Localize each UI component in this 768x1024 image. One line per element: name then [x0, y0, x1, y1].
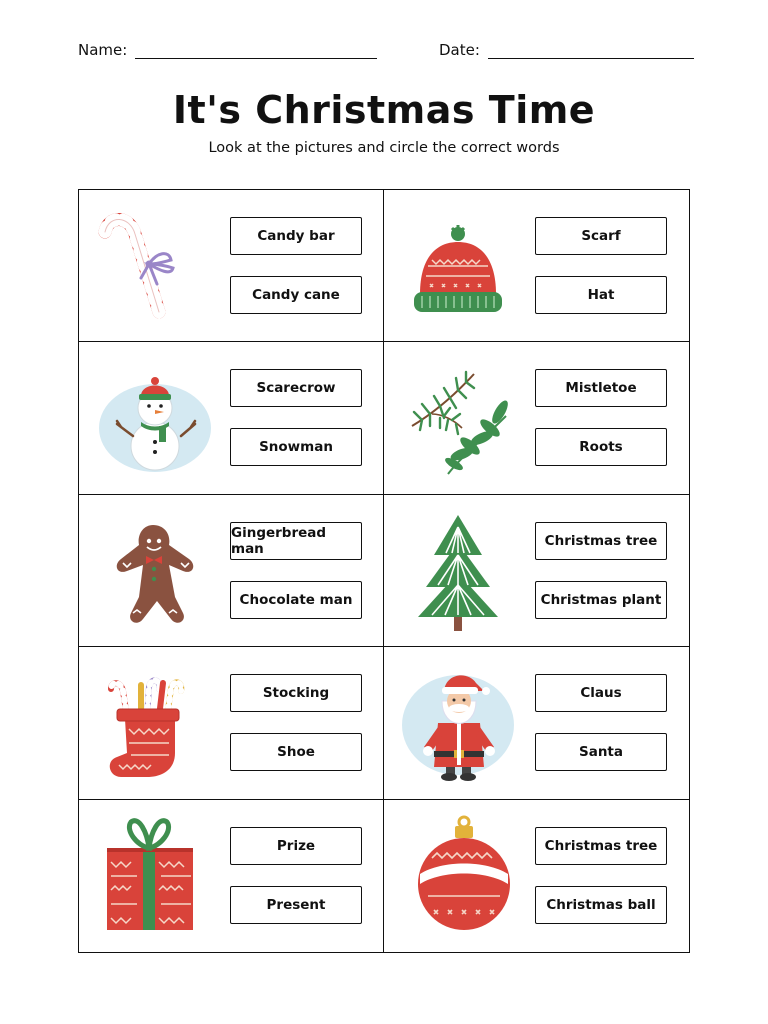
- option-mistletoe[interactable]: Mistletoe: [535, 369, 667, 407]
- option-christmas-tree-2[interactable]: Christmas tree: [535, 827, 667, 865]
- date-field[interactable]: [439, 40, 694, 59]
- option-snowman[interactable]: Snowman: [230, 428, 362, 466]
- date-line[interactable]: [488, 40, 694, 59]
- option-candy-cane[interactable]: Candy cane: [230, 276, 362, 314]
- option-shoe[interactable]: Shoe: [230, 733, 362, 771]
- name-line[interactable]: [135, 40, 377, 59]
- option-prize[interactable]: Prize: [230, 827, 362, 865]
- item-cell-mistletoe: [384, 342, 689, 494]
- option-roots[interactable]: Roots: [535, 428, 667, 466]
- option-claus[interactable]: Claus: [535, 674, 667, 712]
- mistletoe-icon: [402, 356, 520, 478]
- item-cell-gingerbread-man: [79, 495, 384, 647]
- item-cell-candy-cane: [79, 190, 384, 342]
- name-label: Name:: [78, 41, 128, 59]
- option-candy-bar[interactable]: Candy bar: [230, 217, 362, 255]
- item-cell-snowman: [79, 342, 384, 494]
- item-cell-stocking: [79, 647, 384, 799]
- option-stocking[interactable]: Stocking: [230, 674, 362, 712]
- item-cell-santa: [384, 647, 689, 799]
- name-field[interactable]: [78, 40, 377, 59]
- instructions: Look at the pictures and circle the correct words: [208, 140, 560, 156]
- winter-hat-icon: [402, 204, 520, 326]
- option-gingerbread-man[interactable]: Gingerbread man: [230, 522, 362, 560]
- option-present[interactable]: Present: [230, 886, 362, 924]
- christmas-tree-icon: [402, 509, 520, 631]
- stocking-icon: [97, 661, 215, 783]
- option-scarf[interactable]: Scarf: [535, 217, 667, 255]
- option-scarecrow[interactable]: Scarecrow: [230, 369, 362, 407]
- date-label: Date:: [439, 41, 480, 59]
- option-christmas-plant[interactable]: Christmas plant: [535, 581, 667, 619]
- item-cell-christmas-tree: [384, 495, 689, 647]
- item-cell-ornament: [384, 800, 689, 952]
- gingerbread-man-icon: [97, 509, 215, 631]
- page-title: It's Christmas Time: [172, 88, 596, 132]
- ornament-icon: [402, 814, 520, 936]
- item-cell-present: [79, 800, 384, 952]
- santa-icon: [402, 661, 520, 783]
- option-santa[interactable]: Santa: [535, 733, 667, 771]
- item-cell-hat: [384, 190, 689, 342]
- option-christmas-tree[interactable]: Christmas tree: [535, 522, 667, 560]
- option-christmas-ball[interactable]: Christmas ball: [535, 886, 667, 924]
- worksheet-grid: [78, 189, 690, 953]
- header-row: [78, 40, 692, 64]
- option-chocolate-man[interactable]: Chocolate man: [230, 581, 362, 619]
- present-icon: [97, 814, 215, 936]
- candy-cane-icon: [97, 204, 215, 326]
- option-hat[interactable]: Hat: [535, 276, 667, 314]
- snowman-icon: [97, 356, 215, 478]
